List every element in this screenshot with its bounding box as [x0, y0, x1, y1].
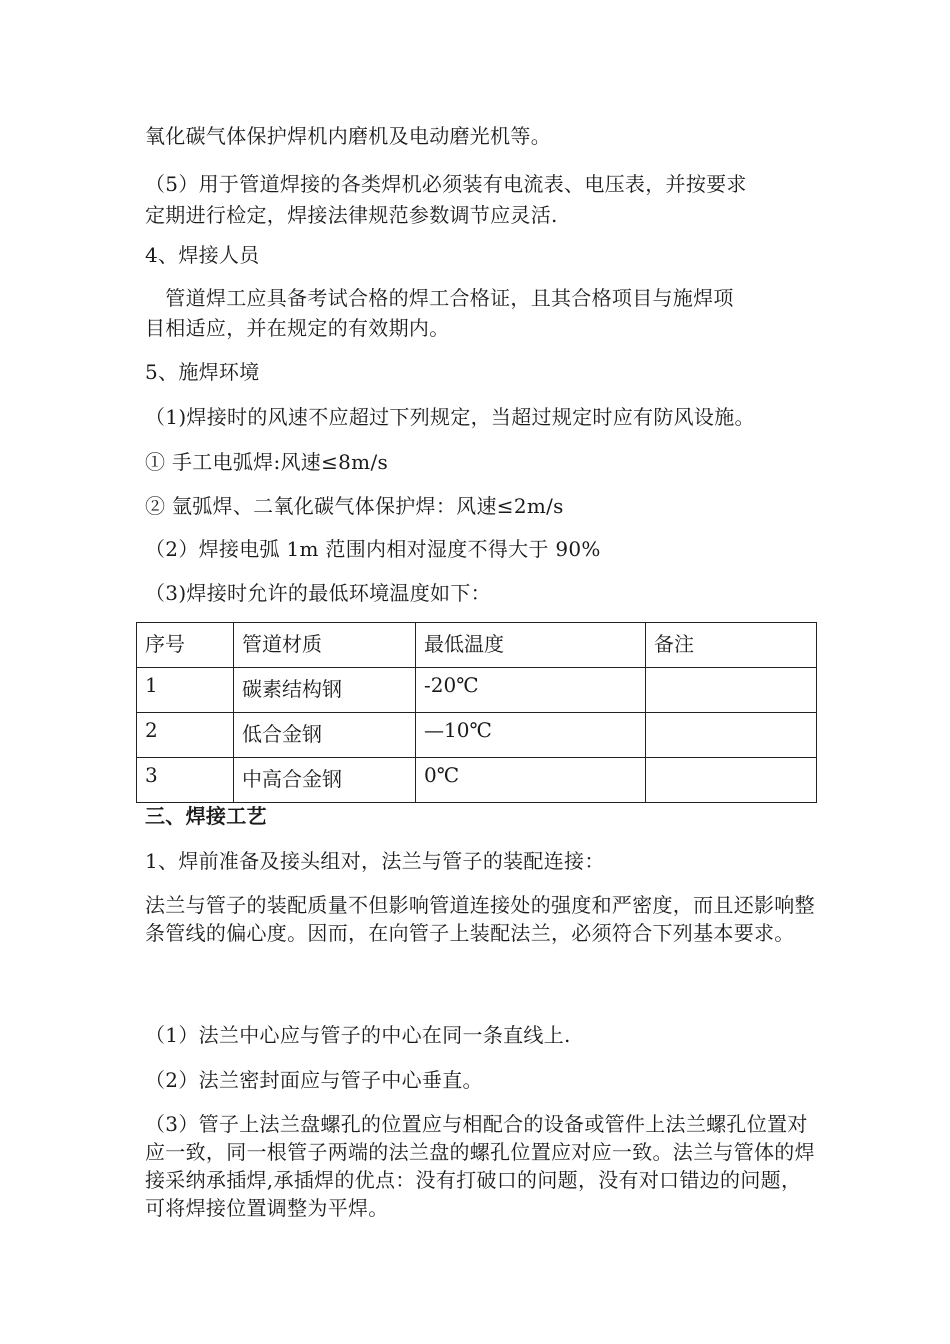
- paragraph-line: （3)焊接时允许的最低环境温度如下：: [145, 581, 491, 605]
- requirement-item: （1）法兰中心应与管子的中心在同一条直线上.: [145, 1023, 571, 1047]
- table-row: [137, 758, 817, 803]
- table-cell: [646, 758, 817, 803]
- paragraph-line: （5）用于管道焊接的各类焊机必须装有电流表、电压表，并按要求: [145, 172, 747, 196]
- table-cell: 0℃: [416, 758, 646, 803]
- section-heading-environment: 5、施焊环境: [145, 360, 260, 384]
- table-cell: 碳素结构钢: [234, 668, 416, 713]
- table-cell: [646, 713, 817, 758]
- table-cell: -20℃: [416, 668, 646, 713]
- table-header-row: [137, 623, 817, 668]
- section-heading-welders: 4、焊接人员: [145, 243, 260, 267]
- paragraph-line: 定期进行检定，焊接法律规范参数调节应灵活.: [145, 203, 558, 227]
- table-cell: 2: [137, 713, 234, 758]
- paragraph-line: ① 手工电弧焊:风速≤8m/s: [145, 450, 389, 474]
- paragraph-line: 目相适应，并在规定的有效期内。: [145, 316, 450, 340]
- paragraph-line: 管道焊工应具备考试合格的焊工合格证，且其合格项目与施焊项: [145, 286, 734, 310]
- subsection-heading: 1、焊前准备及接头组对，法兰与管子的装配连接：: [145, 849, 605, 873]
- table-row: [137, 668, 817, 713]
- table-cell: 1: [137, 668, 234, 713]
- table-header-cell: 序号: [137, 623, 234, 668]
- table-cell: [646, 668, 817, 713]
- paragraph-line: （1)焊接时的风速不应超过下列规定，当超过规定时应有防风设施。: [145, 405, 755, 429]
- table-cell: 低合金钢: [234, 713, 416, 758]
- requirement-item: （2）法兰密封面应与管子中心垂直。: [145, 1068, 483, 1092]
- requirement-item: （3）管子上法兰盘螺孔的位置应与相配合的设备或管件上法兰螺孔位置对应一致，同一根管子两端的法兰盘的螺孔位置应对应一致。法兰与管体的焊接采纳承插焊,承插焊的优点：没有打破口的问题，没有对口错边的问题，可将焊接位置调整为平焊。: [145, 1112, 815, 1220]
- table-header-cell: 备注: [646, 623, 817, 668]
- paragraph: 法兰与管子的装配质量不但影响管道连接处的强度和严密度，而且还影响整条管线的偏心度。因而，在向管子上装配法兰，必须符合下列基本要求。: [145, 893, 815, 945]
- table-header-cell: 管道材质: [234, 623, 416, 668]
- paragraph-line: （2）焊接电弧 1m 范围内相对湿度不得大于 90%: [145, 537, 601, 561]
- paragraph-line: ② 氩弧焊、二氧化碳气体保护焊：风速≤2m/s: [145, 494, 564, 518]
- table-cell: —10℃: [416, 713, 646, 758]
- section-title: 三、焊接工艺: [145, 804, 267, 828]
- table-row: [137, 713, 817, 758]
- table-header-cell: 最低温度: [416, 623, 646, 668]
- paragraph-line: 氧化碳气体保护焊机内磨机及电动磨光机等。: [145, 124, 551, 148]
- table-cell: 中高合金钢: [234, 758, 416, 803]
- min-temperature-table: [136, 622, 817, 803]
- table-cell: 3: [137, 758, 234, 803]
